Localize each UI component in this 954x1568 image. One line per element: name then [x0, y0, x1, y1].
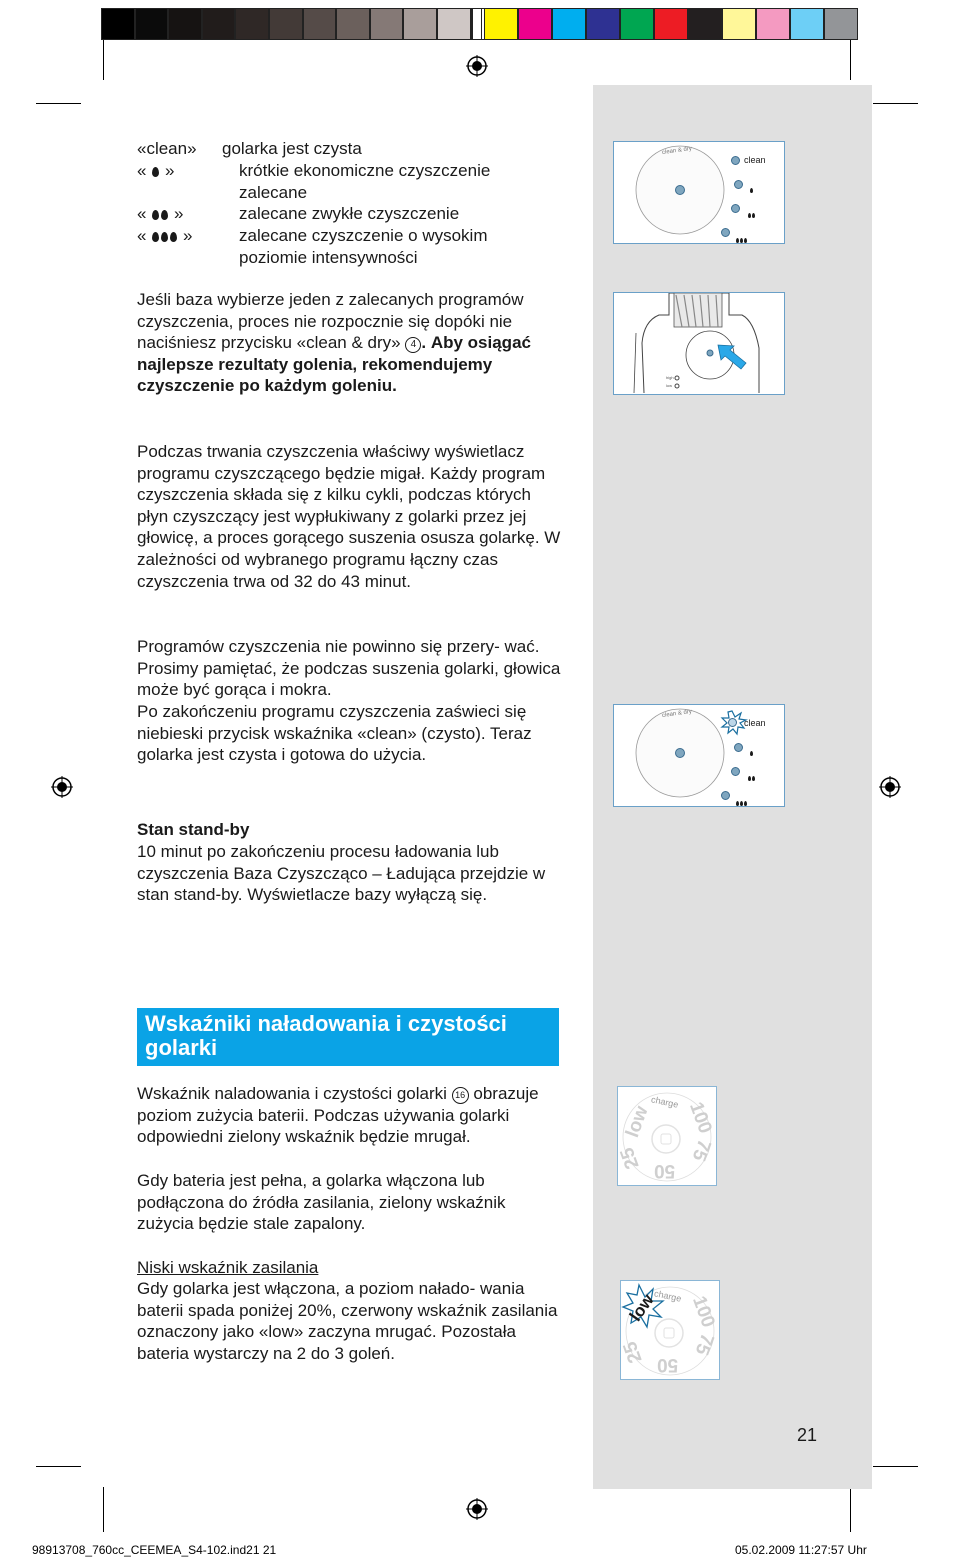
color-swatch: [269, 8, 303, 40]
clean-label: clean: [744, 718, 766, 728]
paragraph-charge-indicator: [137, 1083, 562, 1148]
color-swatch: [303, 8, 337, 40]
crop-mark: [850, 40, 851, 80]
low-battery-text: Gdy golarka jest włączona, a poziom nałado- wania baterii spada poniżej 20%, czerwony wskaźnik zasilania oznaczony jako «low» zaczyna mrugać. Pozostała bateria wystarczy na 2 do 3 goleń.: [137, 1279, 558, 1363]
level-25: 25: [619, 1338, 647, 1366]
two-drop-led: [731, 767, 740, 776]
color-swatch: [552, 8, 586, 40]
registration-mark-icon: [879, 776, 901, 798]
clean-lit-figure: [613, 704, 785, 807]
legend-desc-clean: golarka jest czysta: [222, 139, 362, 158]
one-drop-led: [734, 743, 743, 752]
paragraph-cleaning-process: Podczas trwania czyszczenia właściwy wyświetlacz programu czyszczącego będzie migał. Każdy program czyszczenia składa się z kilku cykli, podczas których płyn czyszczący jest wypłukiwany z golarki przez jej głowicę, a proces gorącego suszenia osusza golarkę. W zależności od wybranego programu łączny czas czyszczenia trwa od 32 do 43 minut.: [137, 442, 561, 591]
section-heading-box: [137, 1008, 559, 1066]
level-100: 100: [688, 1293, 719, 1331]
legend-key-three-drops: « »: [137, 226, 193, 245]
legend-desc-two-drops: zalecane zwykłe czyszczenie: [239, 204, 460, 223]
registration-mark-icon: [466, 55, 488, 77]
color-swatch: [168, 8, 202, 40]
color-swatch: [824, 8, 858, 40]
color-swatch: [722, 8, 756, 40]
legend-key-clean: «clean»: [137, 139, 197, 158]
footer-file-info: 98913708_760cc_CEEMEA_S4-102.ind21 21: [32, 1543, 277, 1557]
color-swatch: [518, 8, 552, 40]
low-label: low: [666, 383, 673, 388]
low-marker-lit: low: [625, 1290, 658, 1325]
arc-label: clean & dry: [661, 145, 693, 157]
color-swatch: [235, 8, 269, 40]
crop-mark: [873, 103, 918, 104]
three-drop-icon: [735, 230, 747, 248]
level-50: 50: [657, 1354, 679, 1375]
drop-icon: [152, 232, 159, 242]
one-drop-icon: [749, 743, 753, 761]
crop-mark: [850, 1487, 851, 1532]
section-heading: Wskaźniki naładowania i czystości golarki: [145, 1011, 507, 1060]
low-charge-dial-figure: [620, 1280, 720, 1380]
color-swatch: [484, 8, 518, 40]
clean-led-lit: [728, 718, 737, 727]
clean-led: [731, 156, 740, 165]
three-drop-led: [721, 791, 730, 800]
level-100: 100: [685, 1099, 716, 1137]
crop-mark: [873, 1466, 918, 1467]
color-swatch: [620, 8, 654, 40]
base-station-illustration: [614, 293, 784, 394]
drop-icon: [161, 232, 168, 242]
crop-mark: [103, 40, 104, 80]
color-swatch: [790, 8, 824, 40]
standby-title: Stan stand-by: [137, 820, 250, 839]
base-station-figure: [613, 292, 785, 395]
paragraph-dot: .: [421, 333, 427, 353]
clean-label: clean: [744, 155, 766, 165]
charge-dial-figure: [617, 1086, 717, 1186]
two-drop-icon: [747, 205, 755, 223]
color-swatch: [654, 8, 688, 40]
drop-icon: [161, 210, 168, 220]
two-drop-led: [731, 204, 740, 213]
level-50: 50: [654, 1160, 676, 1181]
color-swatch: [370, 8, 404, 40]
paragraph-text: obrazuje poziom zużycia baterii. Podczas używania golarki odpowiedni zielony wskaźnik będzie mrugał.: [137, 1084, 539, 1147]
legend-key-one-drop: « »: [137, 161, 175, 180]
circled-reference: 16: [452, 1087, 469, 1104]
paragraph-no-interrupt: Programów czyszczenia nie powinno się przery- wać. Prosimy pamiętać, że podczas suszenia golarki, głowica może być gorąca i mokra.: [137, 637, 561, 700]
footer-timestamp: 05.02.2009 11:27:57 Uhr: [735, 1543, 867, 1557]
paragraph-full-battery: Gdy bateria jest pełna, a golarka włączona lub podłączona do źródła zasilania, zielony wskaźnik zużycia będzie stale zapalony.: [137, 1171, 506, 1234]
color-swatch: [688, 8, 722, 40]
page-number: 21: [797, 1425, 818, 1445]
low-battery-title: Niski wskaźnik zasilania: [137, 1258, 319, 1277]
crop-mark: [36, 1466, 81, 1467]
color-swatch: [586, 8, 620, 40]
paragraph-text: Jeśli baza wybierze jeden z zalecanych programów czyszczenia, proces nie rozpocznie się dopóki nie naciśniesz przycisku «clean & dry»: [137, 290, 524, 353]
color-swatch: [472, 8, 482, 40]
crop-mark: [103, 1487, 104, 1532]
drop-icon: [152, 167, 159, 177]
one-drop-led: [734, 180, 743, 189]
drop-icon: [170, 232, 177, 242]
two-drop-icon: [747, 768, 755, 786]
clean-display-figure: [613, 141, 785, 244]
low-marker: low: [622, 1103, 653, 1141]
three-drop-led: [721, 228, 730, 237]
drop-icon: [152, 210, 159, 220]
one-drop-icon: [749, 180, 753, 198]
standby-text: 10 minut po zakończeniu procesu ładowania lub czyszczenia Baza Czyszcząco – Ładująca przejdzie w stan stand-by. Wyświetlacze bazy wyłączą się.: [137, 842, 546, 905]
registration-mark-icon: [466, 1498, 488, 1520]
level-75: 75: [687, 1136, 715, 1164]
arc-label: clean & dry: [661, 708, 693, 720]
color-swatch: [202, 8, 236, 40]
paragraph-clean-done: Po zakończeniu programu czyszczenia zaświeci się niebieski przycisk wskaźnika «clean» (czysto). Teraz golarka jest czysta i gotowa do użycia.: [137, 702, 532, 765]
charge-label: charge: [653, 1288, 683, 1304]
color-swatch: [336, 8, 370, 40]
color-swatch: [756, 8, 790, 40]
paragraph-text: Wskaźnik naladowania i czystości golarki: [137, 1084, 447, 1103]
circled-reference: 4: [405, 337, 421, 353]
level-75: 75: [690, 1330, 718, 1358]
level-25: 25: [616, 1144, 644, 1172]
legend-key-two-drops: « »: [137, 204, 184, 223]
paragraph-program-selection: [137, 289, 562, 397]
legend-desc-one-drop: krótkie ekonomiczne czyszczenie zalecane: [239, 161, 491, 202]
legend-desc-three-drops: zalecane czyszczenie o wysokim poziomie intensywności: [239, 226, 488, 267]
charge-label: charge: [650, 1094, 680, 1110]
color-swatch: [403, 8, 437, 40]
crop-mark: [36, 103, 81, 104]
color-swatch: [437, 8, 471, 40]
color-swatch: [101, 8, 135, 40]
high-label: high: [666, 375, 674, 380]
paragraph-bold-text: Aby osiągać najlepsze rezultaty golenia, rekomendujemy czyszczenie po każdym goleniu.: [137, 333, 531, 396]
color-swatch: [135, 8, 169, 40]
registration-mark-icon: [51, 776, 73, 798]
three-drop-icon: [735, 793, 747, 811]
